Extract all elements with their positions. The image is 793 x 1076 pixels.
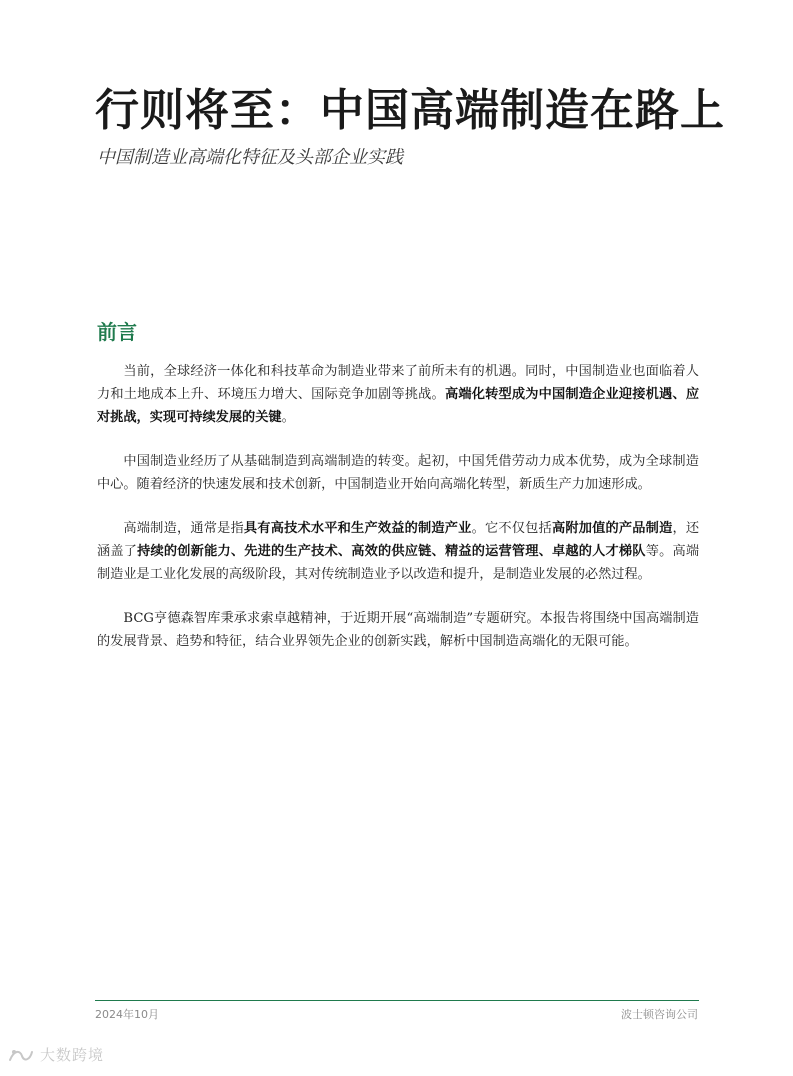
preface-paragraph — [97, 517, 699, 586]
paragraph-text: 中国制造业经历了从基础制造到高端制造的转变。起初，中国凭借劳动力成本优势，成为全球制造中心。随着经济的快速发展和技术创新，中国制造业开始向高端化转型，新质生产力加速形成。 — [97, 454, 699, 492]
report-title: 行则将至：中国高端制造在路上 — [95, 85, 725, 136]
section-heading-preface: 前言 — [97, 320, 137, 344]
paragraph-text: 当前，全球经济一体化和科技革命为制造业带来了前所未有的机遇。同时，中国制造业也面临着人力和土地成本上升、环境压力增大、国际竞争加剧等挑战。 — [97, 364, 699, 402]
preface-body — [97, 360, 699, 674]
emphasis-text: 持续的创新能力、先进的生产技术、高效的供应链、精益的运营管理、卓越的人才梯队 — [137, 544, 646, 559]
paragraph-text: 高端制造，通常是指 — [123, 521, 244, 536]
paragraph-text: BCG亨德森智库秉承求索卓越精神，于近期开展“高端制造”专题研究。本报告将围绕中国高端制造的发展背景、趋势和特征，结合业界领先企业的创新实践，解析中国制造高端化的无限可能。 — [97, 611, 699, 649]
watermark-text: 大数跨境 — [40, 1046, 105, 1064]
dashuo-logo-icon — [8, 1046, 34, 1064]
preface-paragraph — [97, 450, 699, 496]
preface-paragraph — [97, 360, 699, 429]
footer-date: 2024年10月 — [95, 1008, 159, 1021]
paragraph-text: 。 — [281, 410, 295, 425]
paragraph-text: ，还涵盖了 — [97, 521, 700, 559]
footer-organization: 波士顿咨询公司 — [621, 1008, 698, 1021]
paragraph-text: 。它不仅包括 — [471, 521, 552, 536]
emphasis-text: 高端化转型成为中国制造企业迎接机遇、应对挑战，实现可持续发展的关键 — [97, 387, 700, 425]
preface-paragraph — [97, 607, 699, 653]
footer-divider — [95, 1000, 699, 1001]
emphasis-text: 具有高技术水平和生产效益的制造产业 — [243, 521, 472, 536]
report-subtitle: 中国制造业高端化特征及头部企业实践 — [97, 147, 403, 168]
paragraph-text: 等。高端制造业是工业化发展的高级阶段，其对传统制造业予以改造和提升，是制造业发展的必然过程。 — [97, 544, 700, 582]
watermark — [8, 1046, 104, 1064]
emphasis-text: 高附加值的产品制造 — [551, 521, 673, 536]
